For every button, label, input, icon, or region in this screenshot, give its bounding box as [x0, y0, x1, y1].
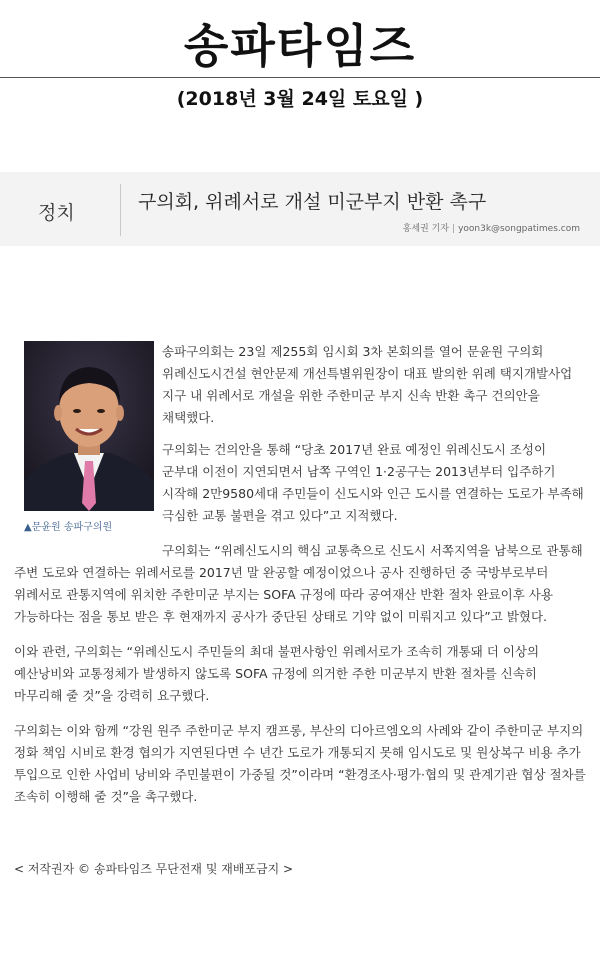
article-paragraph: 송파구의회는 23일 제255회 임시회 3차 본회의를 열어 문윤원 구의회 위례신도시건설 현안문제 개선특별위원장이 대표 발의한 위례 택지개발사업 지구 내 위례서로 개설을 위한 주한미군 부지 신속 반환 촉구 건의안을 채택했다.: [162, 344, 573, 425]
photo-caption: ▲문윤원 송파구의원: [24, 522, 113, 533]
masthead-divider: [0, 77, 600, 78]
article-paragraph: 구의회는 “위례신도시의 핵심 교통축으로 신도시 서쪽지역을 남북으로 관통해 주변 도로와 연결하는 위례서로를 2017년 말 완공할 예정이었으나 공사 진행하던 중 국방부로부터 위례서로 관통지역에 위치한 주한미군 부지는 SOFA 규정에 따라 공여재산 반환 절차 완료이후 사용 가능하다는 점을 통보 받은 후 현재까지 공사가 중단된 상태로 기약 없이 미뤄지고 있다”고 밝혔다.: [14, 543, 583, 624]
article-paragraph: 구의회는 건의안을 통해 “당초 2017년 완료 예정인 위례신도시 조성이 군부대 이전이 지연되면서 남쪽 구역인 1·2공구는 2013년부터 입주하기 시작해 2만9580세대 주민들이 신도시와 인근 도시를 연결하는 도로가 부족해 극심한 교통 불편을 겪고 있다”고 지적했다.: [162, 442, 584, 523]
issue-date: (2018년 3월 24일 토요일 ): [176, 88, 424, 110]
copyright-notice: < 저작권자 © 송파타임즈 무단전재 및 재배포금지 >: [14, 862, 294, 876]
section-label[interactable]: 정치: [38, 202, 75, 224]
article-headline: 구의회, 위례서로 개설 미군부지 반환 촉구: [138, 191, 487, 213]
portrait-illustration: [24, 341, 154, 511]
portrait-photo: [24, 341, 154, 511]
reporter-email[interactable]: yoon3k@songpatimes.com: [458, 224, 580, 234]
byline-separator: |: [452, 224, 456, 234]
header-divider: [120, 184, 121, 236]
masthead: [0, 0, 600, 78]
article-paragraph: 구의회는 이와 함께 “강원 원주 주한미군 부지 캠프롱, 부산의 디아르엠오의 사례와 같이 주한미군 부지의 정화 책임 시비로 환경 협의가 지연된다면 수 년간 도로가 개통되지 못해 임시도로 및 원상복구 비용 추가 투입으로 인한 사업비 낭비와 주민불편이 가중될 것”이라며 “환경조사·평가·협의 및 관계기관 협상 절차를 조속히 이행해 줄 것”을 촉구했다.: [14, 723, 586, 804]
reporter-name: 홍세권 기자: [402, 224, 450, 234]
article-paragraph: 이와 관련, 구의회는 “위례신도시 주민들의 최대 불편사항인 위례서로가 조속히 개통돼 더 이상의 예산낭비와 교통정체가 발생하지 않도록 SOFA 규정에 의거한 주한 미군부지 반환 절차를 신속히 마무리해 줄 것”을 강력히 요구했다.: [14, 644, 540, 703]
site-logo[interactable]: 송파타임즈: [183, 19, 417, 73]
byline: [403, 221, 580, 234]
